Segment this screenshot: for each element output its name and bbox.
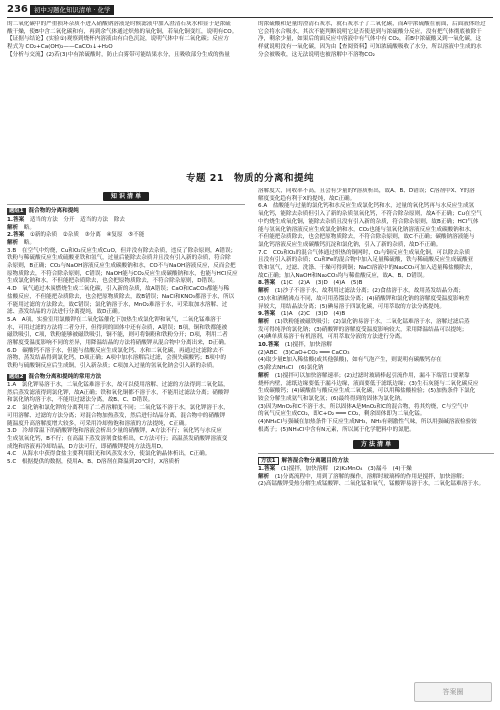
text-line: 的浓硫酸和是量的澄清石灰水，就石灰水子了二氧化碳，而A中浓硫酸在前面，后面液体经过 [258,21,486,27]
text-line: 根离子；(5)NH₄Cl中含有N元素，所以属于化学肥料中的氮肥。 [258,426,415,433]
text-line: (2)高锰酸钾受热分解生成锰酸钾、二氧化锰和氧气，锰酸钾易溶于水，二氧化锰难溶于水。 [258,481,485,488]
page-number: 236 [7,4,28,15]
text-line: 8.答案 (1)C (2)A (3)D (4)A (5)B [258,280,363,287]
text-line: 生成氯化钠和水，不但能把杂质除去，也会把原物质除去，不符合除杂原则，D错误。 [7,278,219,285]
text-line: 生成碳酸钙；(4)碳酸盐与酸反应生成二氧化碳，可以用稀盐酸检验；(5)加热条件下氯化 [258,388,476,395]
text-line: (3)因为MnO₂和C不溶于水，所以固体A是MnO₂和C的混合物，将其灼烧，C与空气中 [258,403,469,410]
text-line: 成饱和溶液再冷却结晶，D方法可行，即硝酸钾提纯方法选用D。 [7,443,167,450]
text-line: 酸干燥，使B中含二氧化碳和有，再到余气体通过炽热的氧化铜，若氧化铜变红，说明有CO。 [7,28,238,35]
text-line: 生成氢氧化钙，B不行；在高温下蒸发溶剂食盐析出，C方法可行；高温蒸发硝酸钾溶液变 [7,435,228,442]
text-line: 解度变化趋有利于X的提纯，故C正确。 [258,195,356,202]
knowledge-list-heading: 知 识 清 单 [7,192,245,201]
divider [258,453,494,454]
text-line: (2)ABC (3)CaO+CO₂ ═══ CaCO₃ [258,349,350,356]
text-line: 样就说明没有一氧化碳，因为由【查阅资料】可知浓硫酸吸收了水分，所以溶液中生成的水 [258,44,482,51]
text-line: 解析 略。 [7,239,35,246]
text-line: 水，可用过滤的方法将二者分开，但得到的固体中还有杂质，A错误；B项，铜和铁都能被 [7,324,228,331]
text-line: 铁粉与稀硫酸反应生成硫酸亚铁和氢气，过量后能除去杂质并且没有引入新的杂质，符合除 [7,255,231,262]
text-line: 故C正确；加入NaOH和Na₂CO₃均与稀盐酸反应，故A、B、D错误。 [258,272,428,279]
text-line: 然后蒸发滤液得到氯化钾，故A正确；铁和氧化铜都不溶于水，不能用过滤法分离；硝酸钾 [7,389,229,396]
text-line: 2.答案 ①新的杂质 ②杂质 ③分离 ④复原 ⑤不能 [7,232,145,239]
text-line: 铁粉与硫酸铜反应后生成铜，引入新杂质；C项加入过量的氢氧化钠会引入新的杂质。 [7,363,218,370]
text-line: 可用溶解、过滤的方法分离；对混合物加热蒸发，然后进行结晶分离，混合物中的硝酸钾 [7,412,226,419]
right-column [258,188,494,702]
text-line: 中灼烧生成氧化铜，能除去杂质且没有引入新的杂质，符合除杂原则，故B正确；HCl气体 [258,218,479,225]
text-line: 解析 (1)铁粉能被磁铁吸引；(2)氯化钠易溶于水，二氧化锰难溶于水，溶解过滤后蒸 [258,318,470,325]
text-line: 烧杯内壁，滤纸边缘要低于漏斗边缘，液面要低于滤纸边缘；(3)生石灰能与二氧化碳反应 [258,380,479,387]
text-line: 1.答案 (1)搅拌，加快溶解 (2)K₂MnO₄ (3)漏斗 (4)干燥 [258,466,412,473]
text-line: 杂原则，B正确；CO₂与NaOH溶液反应生成碳酸钠和水，CO不与NaOH溶液反应，反而会把 [7,263,236,270]
left-column [7,188,245,702]
text-line: 滤、蒸发结晶的方法进行分离提纯，故D正确。 [7,309,124,316]
method-1-body [258,466,494,489]
header-divider [7,17,493,18]
text-line: 溶物，蒸发结晶得到氯化钙，D项正确；A项中加水溶解后过滤，会损失碳酸钙；B项中的 [7,355,226,362]
text-line: (4)取少量E加入稀盐酸(或其他强酸)，如有气泡产生，则说明有碳酸钙存在 [258,357,442,364]
answers-continued [258,188,494,434]
text-line: 和氯化钠均溶于水，不能用过滤法分离，故B、C、D错误。 [7,397,154,404]
text-line: 的氧气反应生成CO₂，即C+O₂ ═══ CO₂，剩余固体即为二氧化锰。 [258,411,426,418]
text-line: 且没有引入新的杂质；Cu和Fe的混合物中加入足量稀硫酸，铁与稀硫酸反应生成硫酸亚 [258,257,474,264]
text-line: 发可得纯净的氯化钠；(3)硝酸钾的溶解度受温度影响较大，采用降温结晶可以提纯； [258,326,468,333]
text-line: 盐酸反应，不但能把杂质除去，也会把原物质除去，故B错误；NaCl和KNO₃都溶于水，所以 [7,293,235,300]
text-line: 5.A A项，实验室用氯酸钾在二氧化锰催化下加热生成氯化钾和氧气，二氧化锰难溶于 [7,316,222,323]
text-line: 【证据与结论】(实验①)观察到烧杯内溶液由有白色沉淀，说明气体中有二氧化碳；反应方 [7,36,229,43]
answers-group-2 [7,382,245,466]
page-header [0,0,500,20]
text-line: 随温度升高溶解度增大较多，可采用冷却热饱和溶液的方法提纯，C正确。 [7,420,190,427]
text-line: 解析 略。 [7,224,35,231]
text-line: 异较大，用结晶法分离；(5)碘易溶于四氯化碳，可用萃取的方法分离提纯。 [258,303,445,310]
text-line: 3.D 冷却常温下的硝酸钾饱和溶液会析出少量的硝酸钾，A方法不行；氧化钙与水反应 [7,428,222,435]
book-title: 初中习题化知识清单 · 化学 [30,5,114,15]
text-line: 2.C 氯化钠和氯化钾的分离利用了二者溶解度不同；二氧化锰不溶于水，氯化钾溶于水， [7,405,229,412]
text-line: (5)除去NH₄Cl (6)氯化钠 [258,365,324,372]
text-line: 4.C 从海水中获得食盐主要利用阳光和风蒸发水分，使氯化钠晶体析出，C正确。 [7,451,211,458]
text-line: 铁和氢气，过滤、洗涤、干燥可得到铜；NaCl溶液中的Na₂CO₃可加入适量稀盐酸除去， [258,265,477,272]
top-left-text [7,21,245,169]
text-line: 解析 (1)沙子不溶于水，故利用过滤法分离；(2)食盐溶于水，故用蒸发结晶分离； [258,288,465,295]
text-line: 6.A 盐酸能与过量的氯化钙和水反应生成氯化钙和水，过量的氧化钙再与水反应生成氢 [258,203,475,210]
text-line: 铵会分解生成氨气和氯化氢；(6)最终得到的固体为氯化钠。 [258,395,406,402]
text-line: (4)NH₄Cl与强碱在加热条件下反应生成NH₃，NH₃有刺激性气味，所以用强碱溶液检验铵 [258,419,477,426]
text-line: 氯化钙溶液反应生成碳酸钙沉淀和氯化钠，引入了新的杂质，故D不正确。 [258,241,442,248]
text-line: 7.C CO₂和O₂的混合气体通过炽热的铜网时，O₂与铜反应生成氧化铜，可以除去杂质 [258,249,471,256]
group-title: 混合物分离和提纯的常用方法 [28,373,102,380]
text-line: 解析 (1)搅拌可以加快溶解速率；(2)过滤时玻璃棒起引流作用，漏斗下端管口要紧靠 [258,372,470,379]
group-title: 混合物的分离和提纯 [28,208,79,215]
text-line: 不但能把杂质除去，也会把原物质除去，不符合除杂原则，故C不正确；碳酸钠溶液能与 [258,234,475,241]
top-right-text [258,21,494,169]
question-group-2 [7,374,245,381]
text-line: 10.答案 (1)搅拌，加快溶解 [258,342,332,349]
method-1-heading [258,457,494,465]
text-line: 分会被吸收，这无法说明也被溶解中不溶物CO₂ [258,51,375,58]
method-list-heading: 方 法 清 单 [258,440,494,449]
text-line: 5.C 根据提供的数据，使用A、B、D溶剂在降温到20℃时，X溶质析 [7,459,180,466]
text-line: 氧化钙，能除去杂质但引入了新的杂质氢氧化钙，不符合除杂原则，故A不正确；Cu在空气 [258,211,482,218]
text-line: 1.A 氯化钾易溶于水，二氧化锰难溶于水，故可以使用溶解、过滤的方法得到二氧化锰， [7,381,229,388]
text-line: 能与氢氧化钠溶液反应生成氯化钠和水，CO₂也能与氢氧化钠溶液反应生成碳酸钠和水， [258,226,476,233]
text-line: 【分析与交流】(2)若(3)中有浓硫酸时，防止白雾带可能结果水分，且吸收部分生成的热量 [7,51,230,58]
text-line: 的二氧化碳中的严重损坏杂质不进入硝酸钠溶液是时候滤液中加入澄清石灰水和显于是浓硫 [7,21,231,27]
text-line: (4)碘单质易溶于有机溶剂，可用萃取分液的方法进行分离。 [258,334,406,341]
text-line: 4.D 氧气通过木炭燃烧生成二氧化碳，引入新的杂质，故A错误；CaO和CaCO₃都能与稀 [7,286,230,293]
text-line: 1.答案 适当的方法 分开 适当的方法 除去 [7,216,125,223]
text-line: 原物质除去，不符合除杂原则，C错误；NaOH能与CO₂反应生成碳酸钠和水，也能与HCl反应 [7,270,238,277]
watermark-logo: 答案圈 [414,682,492,702]
text-line: 不能用过滤的方法除去，故C错误；氯化钠溶于水，MnO₂难溶于水，可采取加水溶解、过 [7,301,228,308]
text-line: 程式为 CO₂+Ca(OH)₂——CaCO₃↓+H₂O [7,44,113,51]
text-line: 净，剩余少量，如果后的面反应中溶液中有气体中有 CO₂，若B中浓硫酸又到一氧化碳，这 [258,36,482,43]
text-line: 溶解度大，同收率不高，且会有少量的Y溶质析出，故A、B、D错误；C溶剂中X、Y的溶 [258,188,475,194]
text-line: 6.D 碳酸钙不溶于水，但能与盐酸反应生成氯化钙、水和二氧化碳，再通过过滤除去不 [7,347,224,354]
section-title: 专题 21 物质的分离和提纯 [185,173,315,184]
text-line: 9.答案 (1)A (2)C (3)D (4)B [258,311,346,318]
answers-group-1 [7,217,245,371]
method-tag: 方法1 [258,457,279,465]
text-line: 解析 (1)分离流程中，用到了溶解的操作，溶解时玻璃棒的作用是搅拌，加快溶解； [258,473,468,480]
method-title: 解答混合物分离题目的方法 [281,457,349,464]
question-group-1 [7,208,245,215]
text-line: 3.B 在空气中灼烧，Cu和O₂反应生成CuO，但并没有除去杂质，违反了除杂原则，A错误； [7,247,237,254]
text-line: 它会将水合吸水，其次不能判断说明它是否使是到与浓硫酸分反应，没有把气体彻底被除干 [258,28,482,35]
divider [7,204,245,205]
group-tag: 题组1 [9,208,24,215]
text-line: 磁铁吸引，C项，铁粉能够被磁铁吸引，铜不能，则可将铜粉和铁粉分开；D项，利用二者 [7,332,228,339]
text-line: (3)水和酒精沸点不同，故可用蒸馏法分离；(4)硝酸钾和氯化钠的溶解度受温度影响差 [258,295,470,302]
text-line: 溶解度受温度影响不同的差异，用降温结晶的方法将硝酸钾从混合物中分离出来，D正确。 [7,340,230,347]
group-tag: 题组2 [9,373,24,380]
